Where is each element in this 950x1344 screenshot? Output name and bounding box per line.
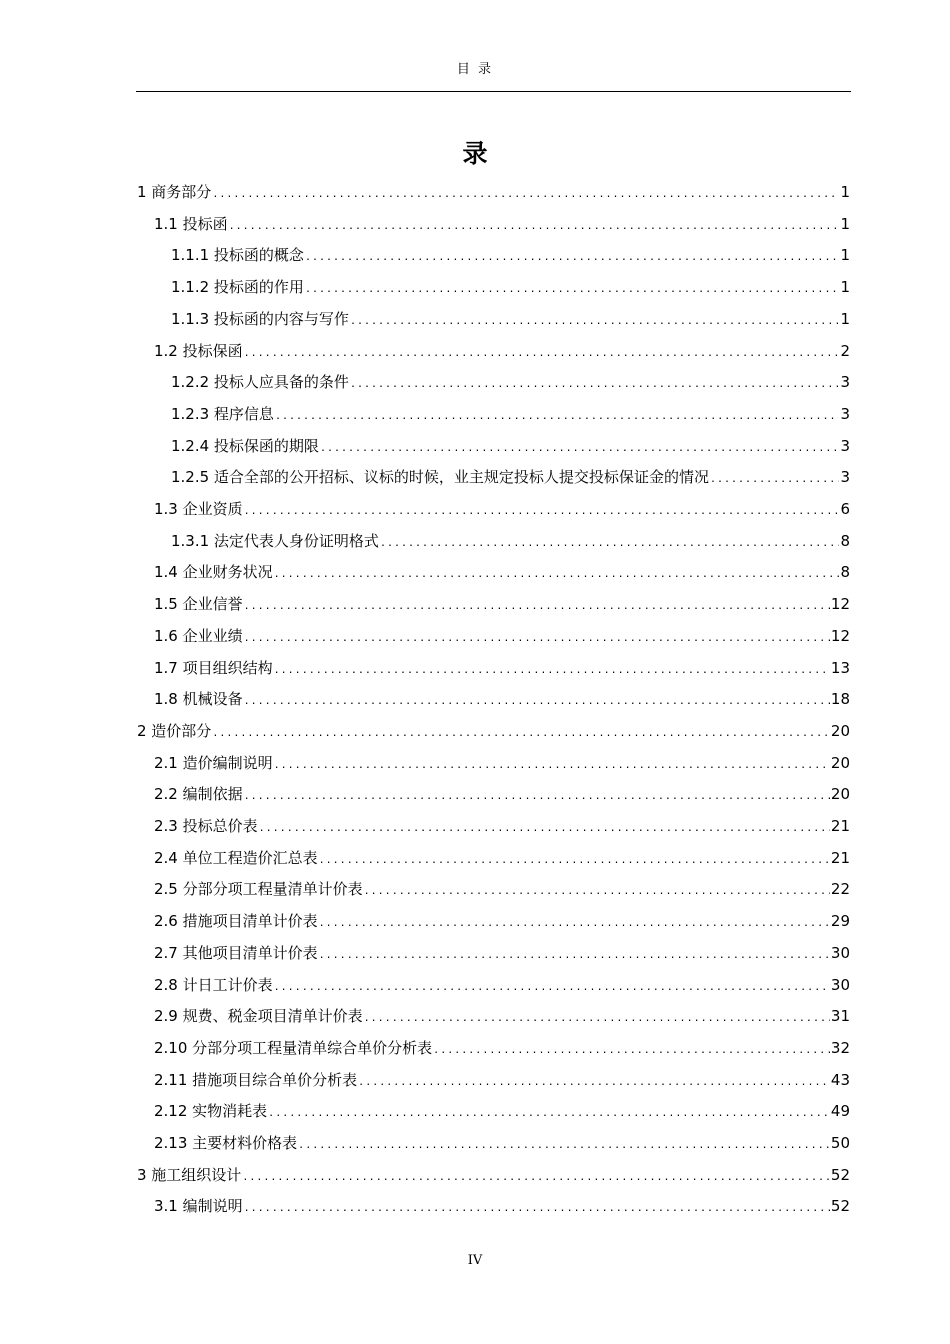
- toc-entry[interactable]: [154, 815, 850, 837]
- toc-entry-label: 1.1 投标函: [154, 214, 228, 233]
- toc-entry-page-number: 29: [830, 912, 850, 931]
- toc-entry[interactable]: [154, 688, 850, 710]
- toc-dot-leader: [242, 1167, 830, 1189]
- toc-entry-page-number: 1: [840, 183, 850, 201]
- toc-entry-page-number: 32: [830, 1038, 850, 1057]
- toc-entry-label: 1.7 项目组织结构: [154, 658, 273, 677]
- toc-entry-label: 1.1.1 投标函的概念: [171, 246, 304, 265]
- toc-entry-page-number: 1: [840, 214, 850, 233]
- toc-entry-label: 2.11 措施项目综合单价分析表: [154, 1070, 358, 1089]
- toc-entry-page-number: 8: [840, 531, 850, 550]
- toc-entry[interactable]: [154, 213, 850, 235]
- toc-entry-page-number: 50: [830, 1134, 850, 1152]
- toc-entry[interactable]: [154, 657, 850, 679]
- toc-dot-leader: [710, 469, 840, 491]
- toc-dot-leader: [244, 691, 830, 713]
- toc-entry-page-number: 3: [840, 468, 850, 487]
- toc-entry-page-number: 8: [840, 563, 850, 582]
- toc-entry-page-number: 18: [830, 690, 850, 709]
- toc-dot-leader: [212, 723, 830, 745]
- toc-entry-label: 1.3 企业资质: [154, 500, 243, 518]
- toc-entry[interactable]: [154, 625, 850, 647]
- toc-entry-page-number: 3: [840, 436, 850, 455]
- toc-dot-leader: [244, 628, 830, 650]
- toc-entry-page-number: 20: [830, 785, 850, 804]
- toc-entry[interactable]: [137, 1164, 850, 1186]
- toc-dot-leader: [244, 786, 830, 808]
- toc-dot-leader: [350, 311, 840, 333]
- toc-dot-leader: [319, 913, 830, 935]
- toc-entry-page-number: 6: [840, 500, 850, 518]
- toc-entry[interactable]: [154, 1100, 850, 1122]
- toc-entry-page-number: 13: [830, 658, 850, 677]
- toc-entry-label: 2.2 编制依据: [154, 785, 243, 804]
- toc-entry-label: 1.2.4 投标保函的期限: [171, 436, 319, 455]
- toc-entry-page-number: 1: [840, 278, 850, 297]
- toc-entry-label: 1.2 投标保函: [154, 341, 243, 360]
- toc-entry[interactable]: [154, 783, 850, 805]
- toc-entry-label: 1.1.2 投标函的作用: [171, 278, 304, 297]
- toc-entry-page-number: 3: [840, 404, 850, 423]
- toc-entry[interactable]: [154, 1037, 850, 1059]
- toc-entry[interactable]: [154, 593, 850, 615]
- toc-dot-leader: [212, 184, 839, 206]
- toc-dot-leader: [433, 1040, 830, 1062]
- toc-entry[interactable]: [171, 435, 850, 457]
- header-rule: [136, 91, 851, 92]
- toc-entry-label: 1.3.1 法定代表人身份证明格式: [171, 531, 379, 550]
- toc-entry-page-number: 12: [830, 595, 850, 614]
- toc-entry-label: 1.8 机械设备: [154, 690, 243, 709]
- toc-entry[interactable]: [154, 910, 850, 932]
- toc-entry-label: 1.4 企业财务状况: [154, 563, 273, 582]
- toc-entry-page-number: 12: [830, 626, 850, 645]
- toc-entry-label: 2.6 措施项目清单计价表: [154, 912, 318, 931]
- toc-entry-label: 2.12 实物消耗表: [154, 1102, 268, 1121]
- toc-dot-leader: [259, 818, 830, 840]
- toc-dot-leader: [244, 596, 830, 618]
- toc-entry[interactable]: [154, 1069, 850, 1091]
- toc-dot-leader: [319, 945, 830, 967]
- toc-entry-label: 2 造价部分: [137, 721, 212, 740]
- toc-entry-label: 2.1 造价编制说明: [154, 753, 273, 772]
- toc-entry[interactable]: [171, 244, 850, 266]
- toc-entry-label: 1.2.3 程序信息: [171, 404, 274, 423]
- page-number: IV: [467, 1253, 483, 1268]
- toc-entry-page-number: 3: [840, 373, 850, 392]
- toc-entry-page-number: 1: [840, 309, 850, 328]
- toc-dot-leader: [244, 501, 840, 523]
- toc-entry[interactable]: [137, 181, 850, 203]
- toc-dot-leader: [244, 1198, 830, 1220]
- toc-entry-label: 2.4 单位工程造价汇总表: [154, 848, 318, 867]
- toc-entry-label: 2.5 分部分项工程量清单计价表: [154, 880, 363, 899]
- toc-dot-leader: [274, 660, 830, 682]
- toc-entry[interactable]: [154, 1132, 850, 1154]
- toc-entry-label: 1.1.3 投标函的内容与写作: [171, 309, 349, 328]
- toc-entry[interactable]: [171, 308, 850, 330]
- toc-dot-leader: [275, 406, 840, 428]
- toc-entry-label: 3 施工组织设计: [137, 1165, 242, 1184]
- toc-entry[interactable]: [171, 276, 850, 298]
- toc-dot-leader: [364, 1008, 830, 1030]
- toc-entry[interactable]: [154, 1005, 850, 1027]
- toc-dot-leader: [319, 850, 830, 872]
- toc-entry[interactable]: [137, 720, 850, 742]
- toc-entry-label: 1.2.5 适合全部的公开招标、议标的时候，业主规定投标人提交投标保证金的情况: [171, 468, 709, 487]
- toc-entry-label: 2.7 其他项目清单计价表: [154, 943, 318, 962]
- toc-entry[interactable]: [171, 466, 850, 488]
- toc-entry-page-number: 49: [830, 1102, 850, 1121]
- toc-dot-leader: [274, 755, 830, 777]
- toc-entry[interactable]: [154, 1195, 850, 1217]
- toc-entry-label: 1.5 企业信誉: [154, 595, 243, 614]
- toc-entry[interactable]: [154, 974, 850, 996]
- toc-entry-label: 3.1 编制说明: [154, 1197, 243, 1216]
- toc-entry-label: 2.9 规费、税金项目清单计价表: [154, 1007, 363, 1026]
- running-header: 目 录: [456, 62, 494, 77]
- toc-dot-leader: [320, 438, 840, 460]
- toc-entry-label: 2.8 计日工计价表: [154, 975, 273, 994]
- toc-dot-leader: [298, 1135, 830, 1157]
- toc-dot-leader: [274, 564, 840, 586]
- toc-entry-page-number: 30: [830, 975, 850, 994]
- toc-entry-page-number: 20: [830, 721, 850, 740]
- toc-entry[interactable]: [154, 498, 850, 520]
- toc-dot-leader: [305, 279, 840, 301]
- toc-entry-page-number: 1: [840, 246, 850, 265]
- toc-entry[interactable]: [154, 878, 850, 900]
- toc-dot-leader: [274, 977, 830, 999]
- toc-entry-page-number: 21: [830, 817, 850, 835]
- toc-dot-leader: [268, 1103, 830, 1125]
- toc-dot-leader: [358, 1072, 830, 1094]
- toc-dot-leader: [364, 881, 830, 903]
- toc-entry-page-number: 2: [840, 341, 850, 360]
- toc-entry[interactable]: [171, 530, 850, 552]
- toc-title: 录: [462, 139, 488, 168]
- toc-dot-leader: [380, 533, 840, 555]
- toc-entry-page-number: 20: [830, 753, 850, 772]
- toc-dot-leader: [350, 374, 840, 396]
- toc-entry-page-number: 31: [830, 1007, 850, 1026]
- toc-entry-page-number: 21: [830, 848, 850, 867]
- toc-entry[interactable]: [171, 403, 850, 425]
- toc-entry-page-number: 43: [830, 1070, 850, 1089]
- toc-dot-leader: [244, 343, 840, 365]
- toc-entry-label: 1.6 企业业绩: [154, 626, 243, 645]
- toc-entry-page-number: 30: [830, 943, 850, 962]
- toc-entry-page-number: 52: [830, 1197, 850, 1216]
- toc-entry[interactable]: [154, 561, 850, 583]
- toc-entry[interactable]: [154, 847, 850, 869]
- toc-entry-label: 1 商务部分: [137, 183, 212, 201]
- toc-dot-leader: [229, 216, 840, 238]
- toc-dot-leader: [305, 247, 840, 269]
- toc-entry[interactable]: [171, 371, 850, 393]
- toc-entry-page-number: 22: [830, 880, 850, 899]
- toc-entry-label: 2.3 投标总价表: [154, 817, 258, 835]
- toc-entry[interactable]: [154, 752, 850, 774]
- toc-entry-page-number: 52: [830, 1165, 850, 1184]
- toc-entry[interactable]: [154, 942, 850, 964]
- toc-entry-label: 2.13 主要材料价格表: [154, 1134, 298, 1152]
- toc-entry[interactable]: [154, 340, 850, 362]
- toc-entry-label: 2.10 分部分项工程量清单综合单价分析表: [154, 1038, 433, 1057]
- toc-entry-label: 1.2.2 投标人应具备的条件: [171, 373, 349, 392]
